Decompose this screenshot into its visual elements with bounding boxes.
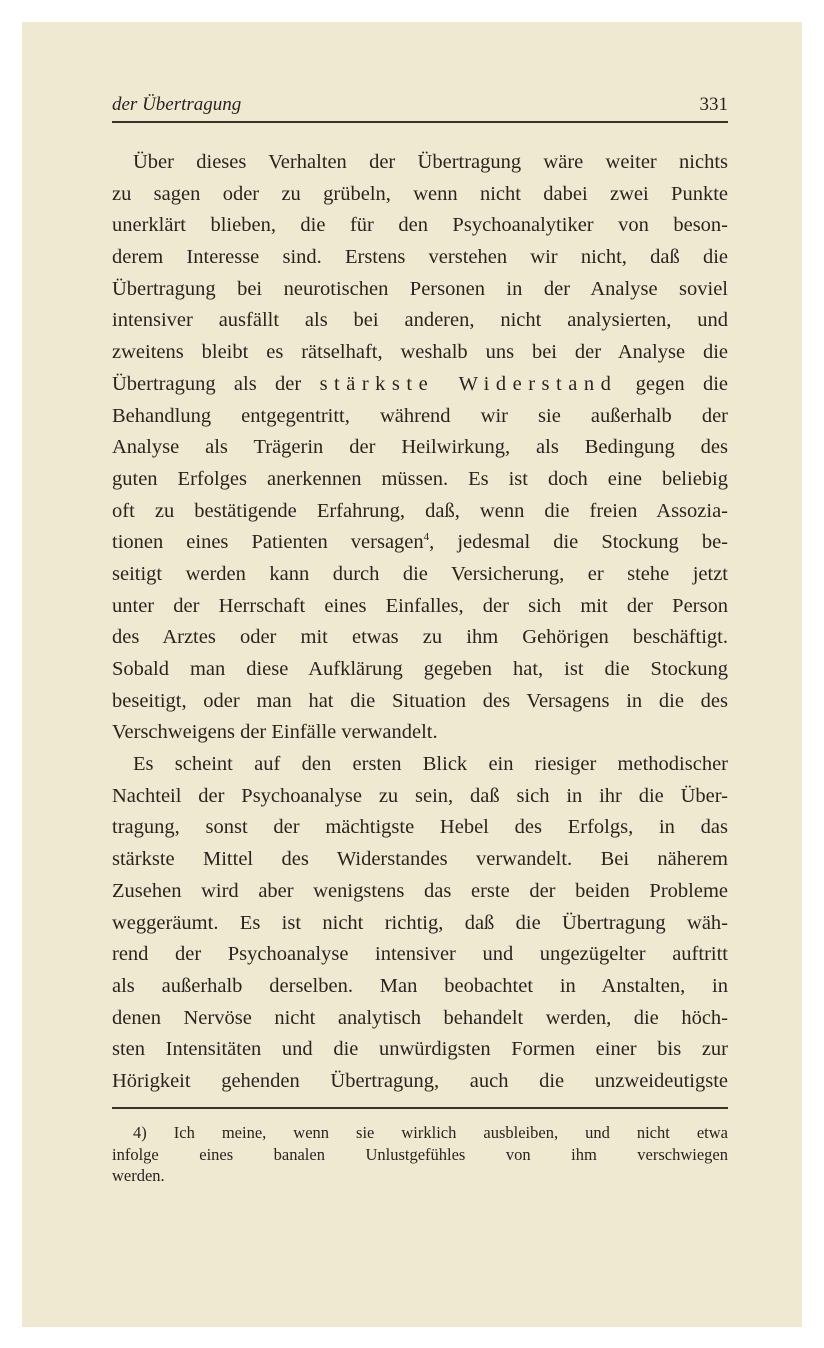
text-line: Sobald man diese Aufklärung gegeben hat, ist die Stockung bbox=[112, 658, 728, 680]
text-segment: tionen eines Patienten versagen bbox=[112, 531, 424, 554]
text-line: zweitens bleibt es rätselhaft, weshalb uns bei der Analyse die bbox=[112, 341, 728, 364]
text-line: beseitigt, oder man hat die Situation des Versagens in die des bbox=[112, 689, 728, 712]
footnote-line: infolge eines banalen Unlustgefühles von ihm verschwiegen bbox=[112, 1144, 728, 1164]
text-line: Verschweigens der Einfälle verwandelt. bbox=[112, 721, 438, 744]
text-line: Es scheint auf den ersten Blick ein riesiger methodischer bbox=[133, 753, 728, 776]
footnote-line: 4) Ich meine, wenn sie wirklich ausbleiben, und nicht etwa bbox=[133, 1123, 728, 1142]
text-line: des Arztes oder mit etwas zu ihm Gehörigen beschäftigt. bbox=[112, 626, 728, 649]
text-line: als außerhalb derselben. Man beobachtet in Anstalten, in bbox=[112, 974, 728, 997]
text-segment: Übertragung als der bbox=[112, 372, 302, 395]
text-line: derem Interesse sind. Erstens verstehen wir nicht, daß die bbox=[112, 246, 728, 269]
text-line: unter der Herrschaft eines Einfalles, der sich mit der Person bbox=[112, 594, 728, 617]
text-line: zu sagen oder zu grübeln, wenn nicht dabei zwei Punkte bbox=[112, 182, 728, 205]
text-line: seitigt werden kann durch die Versicherung, er stehe jetzt bbox=[112, 562, 728, 585]
emphasized-text: stärkste Widerstand bbox=[319, 372, 618, 395]
text-line: Hörigkeit gehenden Übertragung, auch die unzweideutigste bbox=[112, 1069, 728, 1092]
text-line: Nachteil der Psychoanalyse zu sein, daß sich in ihr die Über- bbox=[112, 784, 728, 807]
text-line: weggeräumt. Es ist nicht richtig, daß die Übertragung wäh- bbox=[112, 911, 728, 934]
footnote-rule bbox=[112, 1107, 728, 1109]
text-line: unerklärt blieben, die für den Psychoanalytiker von beson- bbox=[112, 214, 728, 237]
text-line: intensiver ausfällt als bei anderen, nicht analysierten, und bbox=[112, 309, 728, 332]
text-line: Übertragung bei neurotischen Personen in der Analyse soviel bbox=[112, 277, 728, 300]
running-title: der Übertragung bbox=[112, 94, 242, 115]
text-line: tragung, sonst der mächtigste Hebel des Erfolgs, in das bbox=[112, 816, 728, 839]
text-line: Über dieses Verhalten der Übertragung wäre weiter nichts bbox=[133, 151, 728, 173]
text-segment: , jedesmal die Stockung be- bbox=[429, 531, 729, 554]
text-line bbox=[112, 369, 728, 401]
text-line: stärkste Mittel des Widerstandes verwandelt. Bei näherem bbox=[112, 848, 728, 871]
text-line: guten Erfolges anerkennen müssen. Es ist doch eine beliebig bbox=[112, 467, 728, 490]
body-text bbox=[112, 147, 728, 1098]
text-line: sten Intensitäten und die unwürdigsten Formen einer bis zur bbox=[112, 1038, 728, 1061]
text-line: denen Nervöse nicht analytisch behandelt werden, die höch- bbox=[112, 1006, 728, 1029]
text-line bbox=[112, 527, 728, 559]
text-line: oft zu bestätigende Erfahrung, daß, wenn die freien Assozia- bbox=[112, 499, 728, 522]
text-line: Analyse als Trägerin der Heilwirkung, als Bedingung des bbox=[112, 436, 728, 459]
footnote bbox=[112, 1122, 728, 1187]
text-line: Zusehen wird aber wenigstens das erste der beiden Probleme bbox=[112, 879, 728, 902]
text-line: rend der Psychoanalyse intensiver und ungezügelter auftritt bbox=[112, 943, 728, 966]
text-line: Behandlung entgegentritt, während wir sie außerhalb der bbox=[112, 404, 728, 427]
footnote-ref[interactable]: 4 bbox=[423, 531, 430, 544]
text-segment: gegen die bbox=[635, 372, 728, 395]
page-number: 331 bbox=[699, 94, 728, 115]
header-rule bbox=[112, 121, 728, 123]
footnote-line: werden. bbox=[112, 1166, 165, 1185]
